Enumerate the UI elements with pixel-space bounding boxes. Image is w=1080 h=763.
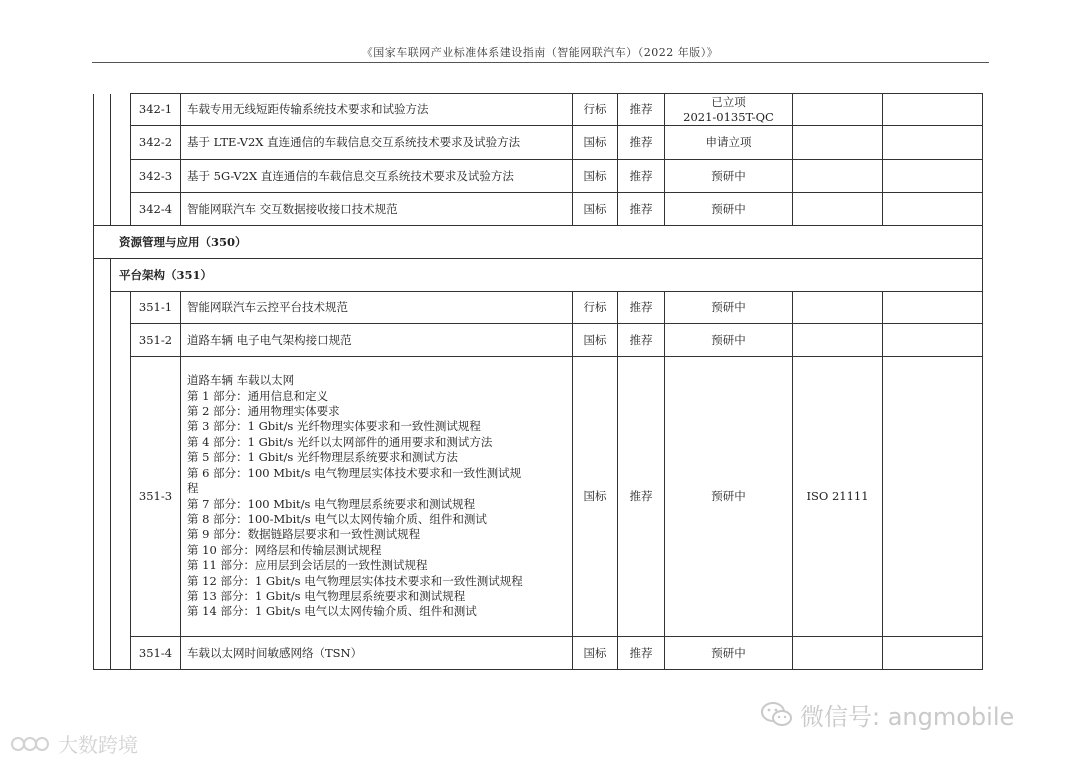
row-ref (793, 292, 883, 324)
row-type: 国标 (573, 324, 618, 357)
row-id: 342-1 (131, 94, 181, 126)
row-name: 车载专用无线短距传输系统技术要求和试验方法 (181, 94, 573, 126)
row-nature: 推荐 (618, 193, 665, 226)
list-item: 第 4 部分：1 Gbit/s 光纤以太网部件的通用要求和测试方法 (187, 434, 493, 449)
wechat-icon (760, 701, 794, 729)
row-note (883, 357, 983, 637)
row-status: 预研中 (665, 637, 793, 670)
section-row (94, 226, 983, 259)
row-nature: 推荐 (618, 324, 665, 357)
row-name: 基于 5G-V2X 直连通信的车载信息交互系统技术要求及试验方法 (181, 160, 573, 193)
row-nature: 推荐 (618, 637, 665, 670)
list-item: 第 3 部分：1 Gbit/s 光纤物理实体要求和一致性测试规程 (187, 419, 481, 434)
row-type: 国标 (573, 637, 618, 670)
row-id: 342-4 (131, 193, 181, 226)
row-ref (793, 126, 883, 160)
list-item: 第 10 部分：网络层和传输层测试规程 (187, 542, 382, 557)
row-note (883, 94, 983, 126)
table-row (94, 94, 983, 126)
row-type: 国标 (573, 357, 618, 637)
standards-table (93, 93, 983, 670)
row-id: 351-1 (131, 292, 181, 324)
row-status: 预研中 (665, 292, 793, 324)
status-line: 已立项 (711, 94, 746, 109)
row-nature: 推荐 (618, 126, 665, 160)
row-type: 国标 (573, 193, 618, 226)
row-ref: ISO 21111 (793, 357, 883, 637)
list-item: 第 14 部分：1 Gbit/s 电气以太网传输介质、组件和测试 (187, 604, 477, 619)
row-id: 351-3 (131, 357, 181, 637)
row-name: 基于 LTE-V2X 直连通信的车载信息交互系统技术要求及试验方法 (181, 126, 573, 160)
watermark-text: 微信号: angmobile (800, 703, 1015, 731)
list-item: 道路车辆 车载以太网 (187, 373, 295, 388)
row-name: 智能网联汽车云控平台技术规范 (181, 292, 573, 324)
row-nature: 推荐 (618, 94, 665, 126)
row-status: 预研中 (665, 357, 793, 637)
row-name-list (181, 357, 573, 637)
list-item: 第 8 部分：100-Mbit/s 电气以太网传输介质、组件和测试 (187, 511, 487, 526)
row-nature: 推荐 (618, 160, 665, 193)
table-row (94, 324, 983, 357)
table-row (94, 193, 983, 226)
row-status: 预研中 (665, 193, 793, 226)
watermark-brand-text: 大数跨境 (58, 733, 138, 757)
row-note (883, 292, 983, 324)
status-line: 2021-0135T-QC (683, 109, 774, 124)
row-type: 国标 (573, 126, 618, 160)
row-note (883, 637, 983, 670)
row-type: 国标 (573, 160, 618, 193)
row-ref (793, 160, 883, 193)
list-item: 第 1 部分：通用信息和定义 (187, 388, 329, 403)
row-id: 351-4 (131, 637, 181, 670)
row-note (883, 160, 983, 193)
page-header: 《国家车联网产业标准体系建设指南（智能网联汽车）（2022 年版）》 (361, 46, 719, 59)
subsection-row (94, 259, 983, 292)
row-note (883, 193, 983, 226)
row-id: 342-3 (131, 160, 181, 193)
row-ref (793, 193, 883, 226)
row-type: 行标 (573, 94, 618, 126)
table-row (94, 126, 983, 160)
row-note (883, 126, 983, 160)
list-item: 程 (187, 481, 199, 496)
list-item: 第 5 部分：1 Gbit/s 光纤物理层系统要求和测试方法 (187, 450, 458, 465)
list-item: 第 11 部分：应用层到会话层的一致性测试规程 (187, 558, 428, 573)
row-ref (793, 324, 883, 357)
row-status: 预研中 (665, 324, 793, 357)
logo-icon (10, 732, 54, 756)
row-id: 342-2 (131, 126, 181, 160)
header-rule (92, 62, 989, 63)
table-row (94, 160, 983, 193)
row-status: 申请立项 (665, 126, 793, 160)
list-item: 第 9 部分：数据链路层要求和一致性测试规程 (187, 527, 421, 542)
row-nature: 推荐 (618, 292, 665, 324)
row-status: 预研中 (665, 160, 793, 193)
row-name: 智能网联汽车 交互数据接收接口技术规范 (181, 193, 573, 226)
row-name: 道路车辆 电子电气架构接口规范 (181, 324, 573, 357)
subsection-heading: 平台架构（351） (111, 259, 983, 292)
table-row (94, 637, 983, 670)
list-item: 第 7 部分：100 Mbit/s 电气物理层系统要求和测试规程 (187, 496, 476, 511)
wechat-watermark (760, 697, 1014, 732)
row-status (665, 94, 793, 126)
section-heading: 资源管理与应用（350） (94, 226, 983, 259)
row-id: 351-2 (131, 324, 181, 357)
row-type: 行标 (573, 292, 618, 324)
list-item: 第 6 部分：100 Mbit/s 电气物理层实体技术要求和一致性测试规 (187, 465, 522, 480)
list-item: 第 2 部分：通用物理实体要求 (187, 404, 340, 419)
row-ref (793, 637, 883, 670)
row-note (883, 324, 983, 357)
table-row (94, 292, 983, 324)
list-item: 第 13 部分：1 Gbit/s 电气物理层系统要求和测试规程 (187, 588, 466, 603)
table-row (94, 357, 983, 637)
row-nature: 推荐 (618, 357, 665, 637)
brand-watermark (10, 729, 138, 758)
row-name: 车载以太网时间敏感网络（TSN） (181, 637, 573, 670)
list-item: 第 12 部分：1 Gbit/s 电气物理层实体技术要求和一致性测试规程 (187, 573, 523, 588)
row-ref (793, 94, 883, 126)
